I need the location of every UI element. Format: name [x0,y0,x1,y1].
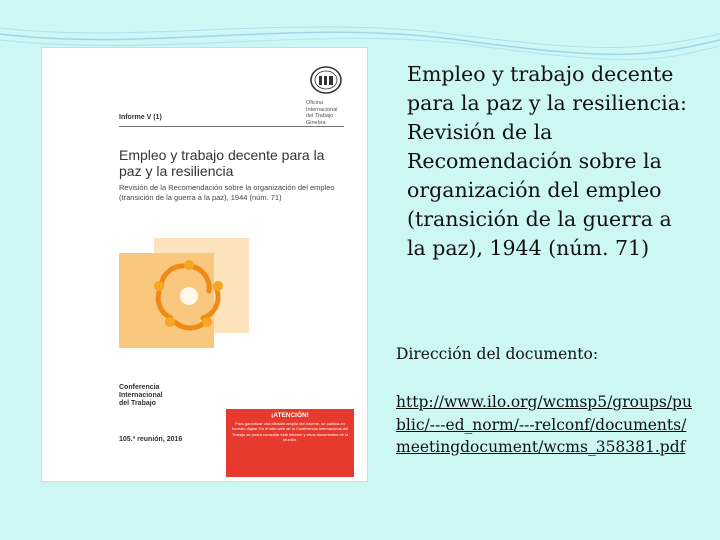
attention-body: Para garantizar una difusión amplia del informe, se publica en formato digital. En el sitio web de la Conferencia Internacional del Trabajo se podrá consultar este informe y otros documentos de la reunión. [231,421,349,443]
report-cover-image [42,48,367,481]
attention-box [226,409,354,477]
conference-name: Conferencia Internacional del Trabajo [119,384,163,407]
cover-title: Empleo y trabajo decente para la paz y la resiliencia [119,147,325,179]
document-link[interactable]: http://www.ilo.org/wcmsp5/groups/public/---ed_norm/---relconf/documents/meetingdocument/wcms_358381.pdf [396,393,692,456]
attention-title: ¡ATENCIÓN! [271,412,309,419]
report-label: Informe V (1) [119,114,162,121]
cover-subtitle: Revisión de la Recomendación sobre la organización del empleo (transición de la guerra a la paz), 1944 (núm. 71) [119,183,335,202]
document-address-label: Dirección del documento: [396,345,599,363]
slide-title: Empleo y trabajo decente para la paz y la resiliencia: Revisión de la Recomendación sobre la organización del empleo (transición de la guerra a la paz), 1944 (núm. 71) [407,62,687,260]
ilo-logo-icon [309,65,343,95]
orange-swirl-graphic [119,238,249,348]
organization-name: Oficina Internacional del Trabajo Ginebra [306,100,338,126]
session-label: 105.ª reunión, 2016 [119,436,183,443]
divider [119,126,344,127]
